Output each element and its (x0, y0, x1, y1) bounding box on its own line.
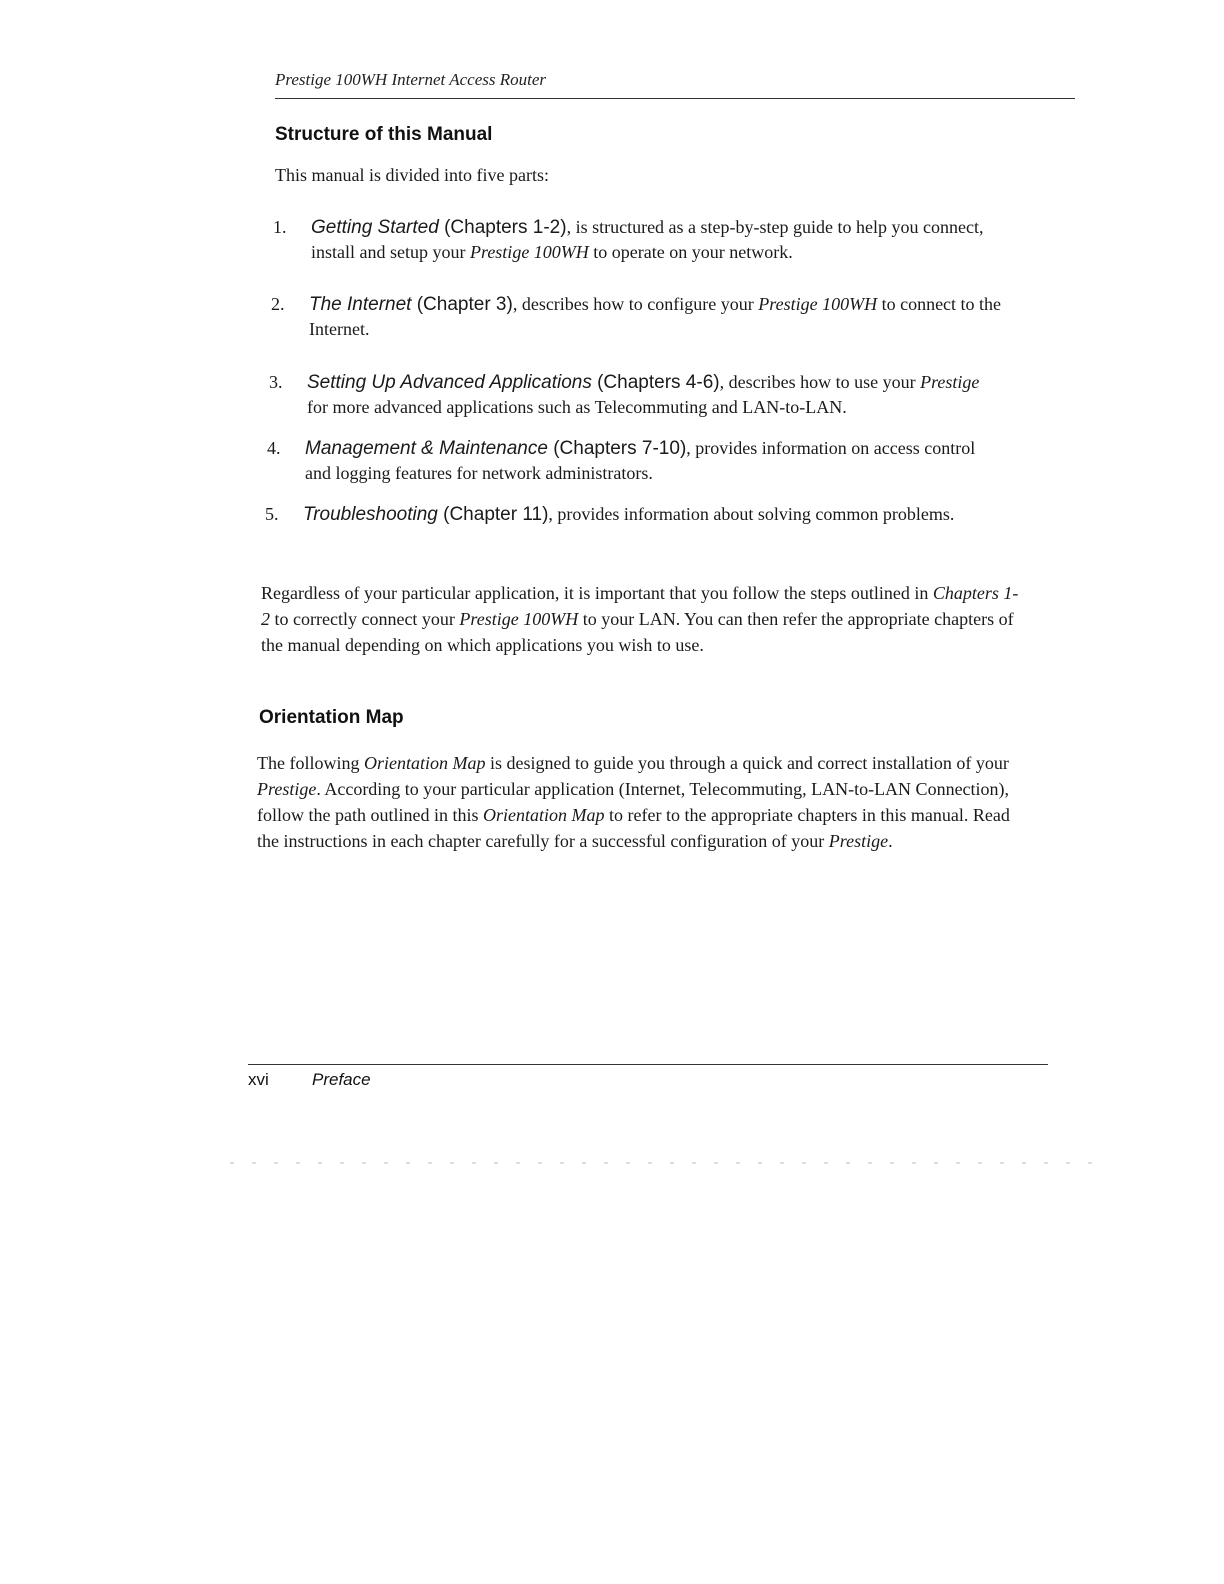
footer-section-name: Preface (312, 1070, 371, 1089)
part-title: Troubleshooting (303, 504, 438, 525)
part-title: The Internet (309, 294, 412, 315)
running-header: Prestige 100WH Internet Access Router (275, 70, 546, 89)
part-text: , is structured as a step-by-step guide to help you connect, install and setup your (311, 217, 984, 262)
structure-heading: Structure of this Manual (275, 124, 493, 145)
part-text-end: to connect to the Internet. (309, 294, 1002, 339)
list-item (267, 436, 997, 486)
product-name: Prestige 100WH (459, 609, 579, 629)
orientation-text: The following (257, 753, 364, 773)
part-chapters: (Chapter 11) (437, 504, 549, 525)
list-item (273, 215, 993, 265)
part-title: Getting Started (311, 217, 439, 238)
part-text: , describes how to configure your (512, 294, 759, 314)
product-name: Prestige (920, 372, 980, 392)
part-text: , provides information on access control and logging features for network administrators. (305, 438, 976, 483)
orientation-paragraph (257, 750, 1017, 854)
part-title: Setting Up Advanced Applications (307, 372, 592, 393)
orientation-map-ref: Orientation Map (363, 753, 486, 773)
list-number: 3. (269, 372, 283, 392)
list-number: 1. (273, 217, 287, 237)
list-item-body (309, 292, 1031, 342)
scan-artifact (230, 1162, 1110, 1164)
list-item (265, 502, 1045, 527)
part-text-end: for more advanced applications such as Telecommuting and LAN-to-LAN. (307, 397, 847, 417)
list-number: 4. (267, 438, 281, 458)
closing-text: to your LAN. You can then refer the appropriate chapters of the manual depending on which applications you wish to use. (261, 609, 1014, 655)
orientation-heading: Orientation Map (259, 707, 404, 728)
orientation-map-ref: Orientation Map (482, 805, 605, 825)
list-item (269, 370, 999, 420)
closing-text: Regardless of your particular application, it is important that you follow the steps outlined in (261, 583, 933, 603)
orientation-text: to refer to the appropriate chapters in this manual. Read the instructions in each chapter carefully for a successful configuration of your (257, 805, 1010, 851)
chapters-reference: Chapters 1-2 (261, 583, 1019, 629)
part-chapters: (Chapters 7-10) (547, 438, 687, 459)
part-chapters: (Chapters 1-2) (438, 217, 567, 238)
orientation-text: is designed to guide you through a quick and correct installation of your (485, 753, 1009, 773)
list-number: 5. (265, 504, 279, 524)
list-item-body (303, 502, 1045, 527)
header-rule (275, 98, 1075, 99)
part-text: , provides information about solving common problems. (548, 504, 955, 524)
product-name: Prestige (257, 779, 317, 799)
footer-rule (248, 1064, 1048, 1065)
part-text-end: to operate on your network. (588, 242, 793, 262)
structure-closing-paragraph (261, 580, 1021, 658)
list-number: 2. (271, 294, 285, 314)
closing-text: to correctly connect your (270, 609, 460, 629)
part-title: Management & Maintenance (305, 438, 548, 459)
footer-page-number: xvi (248, 1070, 269, 1089)
orientation-text: . According to your particular application (Internet, Telecommuting, LAN-to-LAN Connection), follow the path outlined in this (257, 779, 1010, 825)
part-chapters: (Chapters 4-6) (591, 372, 720, 393)
part-chapters: (Chapter 3) (411, 294, 513, 315)
list-item-body (307, 370, 999, 420)
product-name: Prestige (828, 831, 889, 851)
orientation-text: . (888, 831, 893, 851)
list-item-body (311, 215, 993, 265)
list-item-body (305, 436, 997, 486)
product-name: Prestige 100WH (469, 242, 589, 262)
list-item (271, 292, 1031, 342)
part-text: , describes how to use your (719, 372, 921, 392)
product-name: Prestige 100WH (758, 294, 878, 314)
structure-intro: This manual is divided into five parts: (275, 165, 549, 185)
